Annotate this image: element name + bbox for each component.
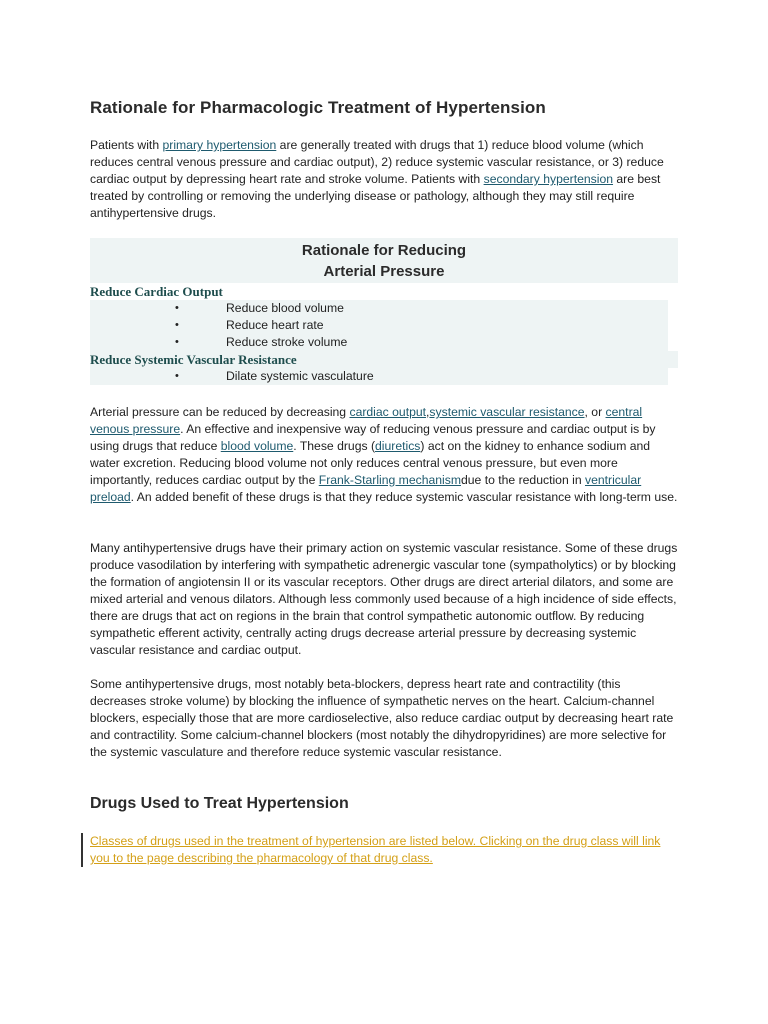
para2-text-2: ,: [426, 405, 430, 419]
list-item-text: Reduce blood volume: [226, 301, 344, 315]
table-title-line-1: Rationale for Reducing: [301, 242, 467, 259]
svr-list: [90, 368, 668, 385]
list-item-text: Reduce heart rate: [226, 318, 324, 332]
para2-text-6: ) act on the kidney to enhance sodium and water excretion. Reducing blood volume not only reduces central venous pressure, but even more importantly, reduces cardiac output by the: [90, 439, 651, 487]
secondary-hypertension-link[interactable]: secondary hypertension: [483, 172, 614, 186]
heart-rate-drugs-paragraph: Some antihypertensive drugs, most notably beta-blockers, depress heart rate and contractility (this decreases stroke volume) by blocking the influence of sympathetic nerves on the heart. Calcium-channel blockers, especially those that are more cardioselective, also reduce cardiac output by decreasing heart rate and contractility. Some calcium-channel blockers (most notably the dihydropyridines) are more selective for the systemic vasculature and therefore reduce systemic vascular resistance.: [90, 677, 674, 759]
rationale-table: [90, 238, 678, 385]
intro-text-2: are generally treated with drugs that 1) reduce blood volume (which reduces central venous pressure and cardiac output), 2) reduce systemic vascular resistance, or 3) reduce cardiac output by depressing heart rate and stroke volume. Patients with: [90, 138, 664, 186]
intro-paragraph: [90, 137, 665, 222]
table-title-line-2: Arterial Pressure: [323, 263, 445, 280]
ventricular-preload-link[interactable]: ventricular preload: [90, 473, 642, 504]
para2-text-1: Arterial pressure can be reduced by decreasing: [90, 405, 350, 419]
para2-text-5: . These drugs (: [293, 439, 376, 453]
arterial-pressure-paragraph: [90, 404, 680, 506]
section-reduce-cardiac-output: Reduce Cardiac Output: [90, 284, 223, 299]
intro-text-1: Patients with: [90, 138, 163, 152]
systemic-vascular-resistance-link[interactable]: systemic vascular resistance: [429, 405, 585, 419]
list-item: [90, 317, 668, 334]
blood-volume-link[interactable]: blood volume: [220, 439, 294, 453]
para2-text-7: due to the reduction in: [460, 473, 585, 487]
list-item: [90, 334, 668, 351]
para2-text-4: . An effective and inexpensive way of reducing venous pressure and cardiac output is by using drugs that reduce: [90, 422, 656, 453]
bullet-icon: •: [175, 302, 179, 314]
section-reduce-svr: Reduce Systemic Vascular Resistance: [90, 351, 678, 368]
primary-hypertension-link[interactable]: primary hypertension: [162, 138, 277, 152]
list-item-text: Dilate systemic vasculature: [226, 369, 374, 383]
bullet-icon: •: [175, 319, 179, 331]
central-venous-pressure-link[interactable]: central venous pressure: [90, 405, 643, 436]
bullet-icon: •: [175, 370, 179, 382]
intro-text-3: are best treated by controlling or removing the underlying disease or pathology, although they may still require antihypertensive drugs.: [90, 172, 661, 220]
cardiac-output-list: [90, 300, 668, 351]
page-title: Rationale for Pharmacologic Treatment of Hypertension: [90, 98, 546, 117]
svr-drugs-paragraph: Many antihypertensive drugs have their primary action on systemic vascular resistance. Some of these drugs produce vasodilation by interfering with sympathetic adrenergic vascular tone (sympatholytics) or by blocking the formation of angiotensin II or its vascular receptors. Other drugs are direct arterial dilators, and some are mixed arterial and venous dilators. Although less commonly used because of a high incidence of side effects, there are drugs that act on regions in the brain that control sympathetic autonomic outflow. By reducing sympathetic efferent activity, centrally acting drugs decrease arterial pressure by decreasing systemic vascular resistance and cardiac output.: [90, 541, 678, 657]
revision-bar: [81, 833, 83, 867]
para2-text-3: , or: [584, 405, 606, 419]
list-item: [90, 300, 668, 317]
list-item-text: Reduce stroke volume: [226, 335, 348, 349]
frank-starling-link[interactable]: Frank-Starling mechanism: [318, 473, 461, 487]
para2-text-8: . An added benefit of these drugs is that they reduce systemic vascular resistance with long-term use.: [130, 490, 678, 504]
drugs-section-heading: Drugs Used to Treat Hypertension: [90, 795, 349, 812]
cardiac-output-link[interactable]: cardiac output: [349, 405, 427, 419]
rationale-table-title: [90, 238, 678, 283]
drug-class-note-link[interactable]: Classes of drugs used in the treatment of hypertension are listed below. Clicking on the drug class will link you to the page describing the pharmacology of that drug class.: [90, 834, 661, 865]
list-item: [90, 368, 668, 385]
bullet-icon: •: [175, 336, 179, 348]
diuretics-link[interactable]: diuretics: [375, 439, 421, 453]
